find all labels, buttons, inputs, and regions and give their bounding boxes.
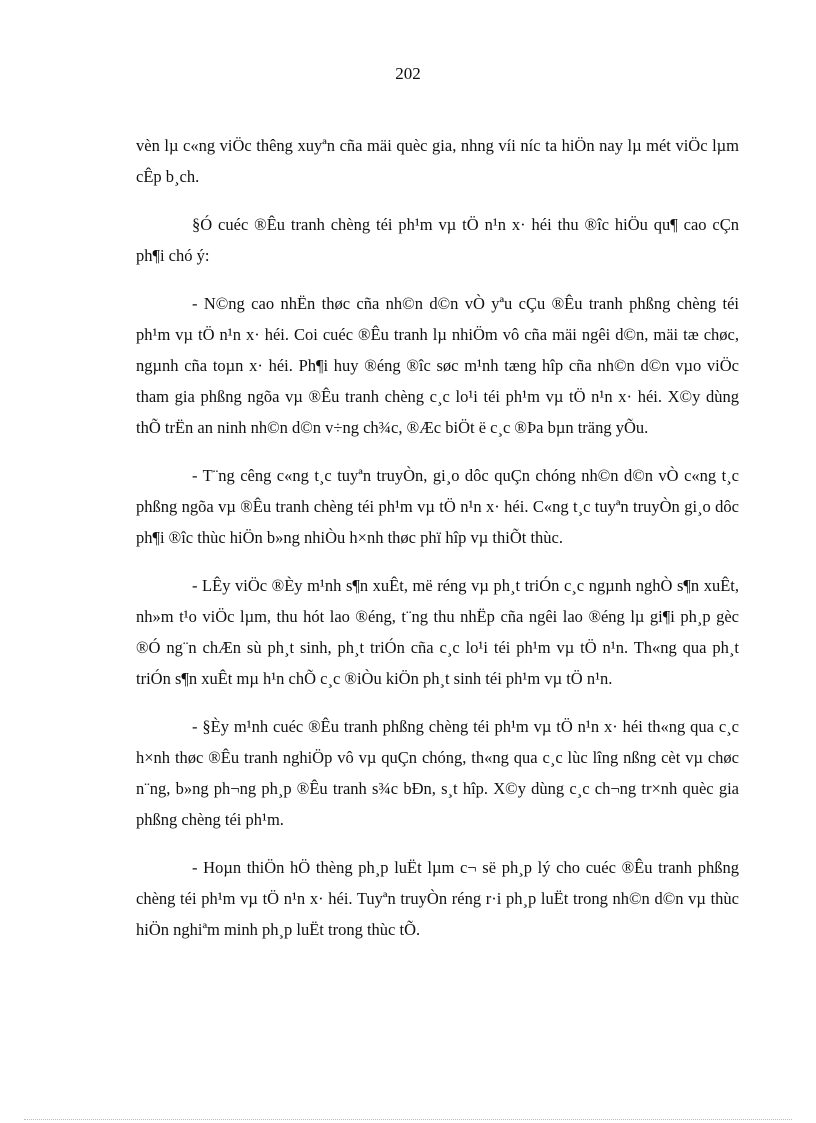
paragraph-production: - LÊy viÖc ®Èy m¹nh s¶n xuÊt, më réng vµ ph¸t triÓn c¸c ngµnh nghÒ s¶n xuÊt, nh»m t¹o viÖc lµm, thu hót lao ®éng, t¨ng thu nhËp cña ngêi lao ®éng lµ gi¶i ph¸p gèc ®Ó ng¨n chÆn sù ph¸t sinh, ph¸t triÓn cña c¸c lo¹i téi ph¹m vµ tÖ n¹n. Th«ng qua ph¸t triÓn s¶n xuÊt mµ h¹n chÕ c¸c ®iÒu kiÖn ph¸t sinh téi ph¹m vµ tÖ n¹n. xyxy=(136,576,739,688)
body-text xyxy=(136,130,739,962)
page-number: 202 xyxy=(395,64,421,83)
paragraph-struggle: - §Èy m¹nh cuéc ®Êu tranh phßng chèng téi ph¹m vµ tÖ n¹n x· héi th«ng qua c¸c h×nh thøc ®Êu tranh nghiÖp vô vµ quÇn chóng, th«ng qua c¸c lùc lîng nßng cèt vµ chøc n¨ng, b»ng ph¬ng ph¸p ®Êu tranh s¾c bÐn, s¸t hîp. X©y dùng c¸c ch¬ng tr×nh quèc gia phßng chèng téi ph¹m. xyxy=(136,717,739,829)
page-bottom-rule xyxy=(24,1119,792,1120)
paragraph-propaganda: - T¨ng cêng c«ng t¸c tuyªn truyÒn, gi¸o dôc quÇn chóng nh©n d©n vÒ c«ng t¸c phßng ngõa vµ ®Êu tranh chèng téi ph¹m vµ tÖ n¹n x· héi. C«ng t¸c tuyªn truyÒn gi¸o dôc ph¶i ®îc thùc hiÖn b»ng nhiÒu h×nh thøc phï hîp vµ thiÕt thùc. xyxy=(136,466,739,547)
paragraph-intro: §Ó cuéc ®Êu tranh chèng téi ph¹m vµ tÖ n¹n x· héi thu ®îc hiÖu qu¶ cao cÇn ph¶i chó ý: xyxy=(136,215,739,265)
paragraph-legal-system: - Hoµn thiÖn hÖ thèng ph¸p luËt lµm c¬ së ph¸p lý cho cuéc ®Êu tranh phßng chèng téi ph¹m vµ tÖ n¹n x· héi. Tuyªn truyÒn réng r·i ph¸p luËt trong nh©n d©n vµ thùc hiÖn nghiªm minh ph¸p luËt trong thùc tÕ. xyxy=(136,858,739,939)
paragraph-awareness: - N©ng cao nhËn thøc cña nh©n d©n vÒ yªu cÇu ®Êu tranh phßng chèng téi ph¹m vµ tÖ n¹n x· héi. Coi cuéc ®Êu tranh lµ nhiÖm vô cña mäi ngêi d©n, mäi tæ chøc, ngµnh cña toµn x· héi. Ph¶i huy ®éng ®îc søc m¹nh tæng hîp cña nh©n d©n vµo viÖc tham gia phßng ngõa vµ ®Êu tranh chèng c¸c lo¹i téi ph¹m vµ tÖ n¹n x· héi. X©y dùng thÕ trËn an ninh nh©n d©n v÷ng ch¾c, ®Æc biÖt ë c¸c ®Þa bµn träng yÕu. xyxy=(136,294,739,437)
paragraph-continuation: vèn lµ c«ng viÖc thêng xuyªn cña mäi quèc gia, nhng víi níc ta hiÖn nay lµ mét viÖc lµm cÊp b¸ch. xyxy=(136,136,739,186)
